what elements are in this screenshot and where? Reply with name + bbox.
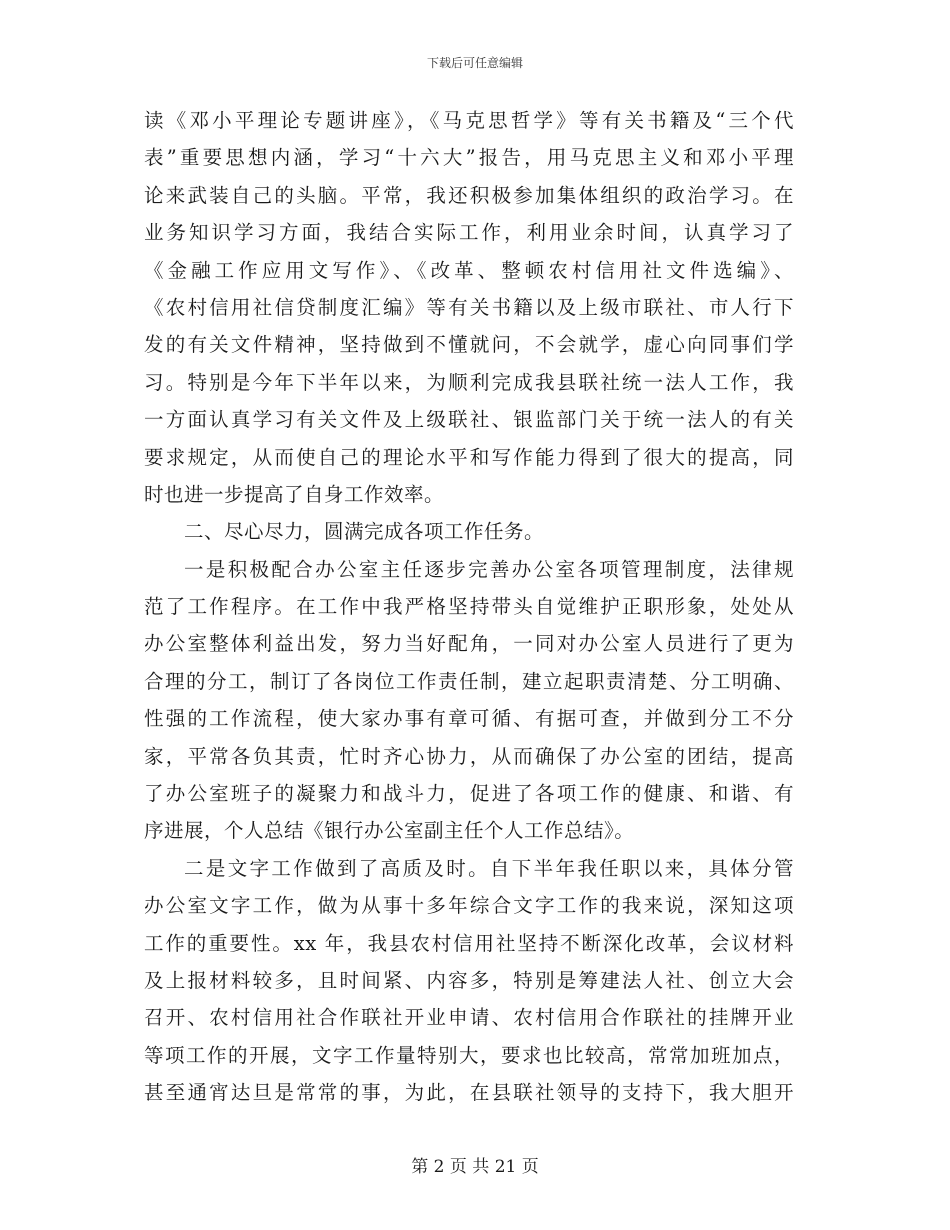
text-line: 甚至通宵达旦是常常的事，为此，在县联社领导的支持下，我大胆开 <box>144 1081 794 1105</box>
text-line: 办公室整体利益出发，努力当好配角，一同对办公室人员进行了更为 <box>144 632 794 656</box>
text-line: 一方面认真学习有关文件及上级联社、银监部门关于统一法人的有关 <box>144 408 794 432</box>
document-body <box>144 102 794 1112</box>
text-line: 序进展，个人总结《银行办公室副主任个人工作总结》。 <box>144 819 635 843</box>
text-line: 习。特别是今年下半年以来，为顺利完成我县联社统一法人工作，我 <box>144 370 794 394</box>
text-line: 二是文字工作做到了高质及时。自下半年我任职以来，具体分管 <box>184 856 794 880</box>
text-line: 《金融工作应用文写作》、《改革、整顿农村信用社文件选编》、 <box>144 258 794 282</box>
page-header: 下载后可任意编辑 <box>426 56 523 70</box>
text-line: 范了工作程序。在工作中我严格坚持带头自觉维护正职形象，处处从 <box>144 595 794 619</box>
text-line: 家，平常各负其责，忙时齐心协力，从而确保了办公室的团结，提高 <box>144 744 794 768</box>
text-line: 等项工作的开展，文字工作量特别大，要求也比较高，常常加班加点， <box>144 1043 794 1067</box>
text-line: 召开、农村信用社合作联社开业申请、农村信用合作联社的挂牌开业 <box>144 1006 794 1030</box>
text-line: 业务知识学习方面，我结合实际工作，利用业余时间，认真学习了 <box>144 221 794 245</box>
text-line: 办公室文字工作，做为从事十多年综合文字工作的我来说，深知这项 <box>144 894 794 918</box>
text-line: 表”重要思想内涵，学习“十六大”报告，用马克思主义和邓小平理 <box>144 146 794 170</box>
section-heading: 二、尽心尽力，圆满完成各项工作任务。 <box>184 520 545 544</box>
text-line: 性强的工作流程，使大家办事有章可循、有据可查，并做到分工不分 <box>144 707 794 731</box>
text-line: 一是积极配合办公室主任逐步完善办公室各项管理制度，法律规 <box>184 557 794 581</box>
text-line: 要求规定，从而使自己的理论水平和写作能力得到了很大的提高，同 <box>144 445 794 469</box>
text-line: 论来武装自己的头脑。平常，我还积极参加集体组织的政治学习。在 <box>144 183 794 207</box>
text-line: 及上报材料较多，且时间紧、内容多，特别是筹建法人社、创立大会 <box>144 968 794 992</box>
text-line: 合理的分工，制订了各岗位工作责任制，建立起职责清楚、分工明确、 <box>144 669 794 693</box>
page-number-footer: 第 2 页 共 21 页 <box>411 1157 539 1177</box>
text-line: 读《邓小平理论专题讲座》，《马克思哲学》等有关书籍及“三个代 <box>144 109 794 132</box>
text-line: 发的有关文件精神，坚持做到不懂就问，不会就学，虚心向同事们学 <box>144 333 794 357</box>
text-line: 了办公室班子的凝聚力和战斗力，促进了各项工作的健康、和谐、有 <box>144 782 794 806</box>
text-line: 工作的重要性。xx 年，我县农村信用社坚持不断深化改革，会议材料 <box>144 931 794 955</box>
text-line: 《农村信用社信贷制度汇编》等有关书籍以及上级市联社、市人行下 <box>144 295 794 319</box>
text-line: 时也进一步提高了自身工作效率。 <box>144 482 445 506</box>
